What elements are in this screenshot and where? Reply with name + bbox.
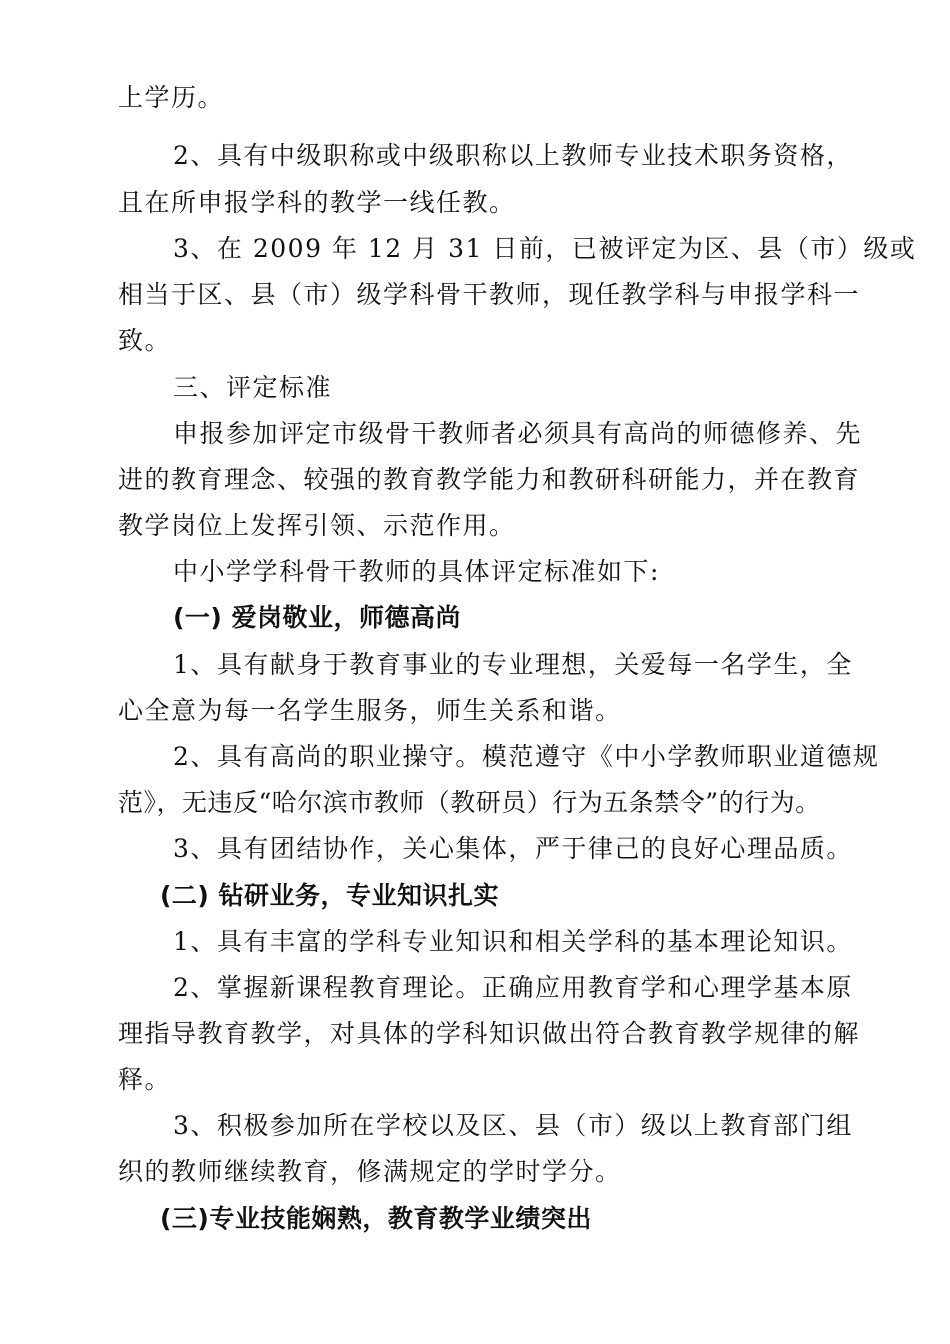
subsection-heading: (三)专业技能娴熟，教育教学业绩突出	[160, 1204, 592, 1233]
text-line: 相当于区、县（市）级学科骨干教师，现任教学科与申报学科一	[118, 280, 861, 309]
text-line: 教学岗位上发挥引领、示范作用。	[118, 511, 516, 540]
subsection-heading: (二) 钻研业务，专业知识扎实	[160, 881, 500, 910]
text-line: 2、具有中级职称或中级职称以上教师专业技术职务资格，	[173, 141, 853, 170]
text-line: 心全意为每一名学生服务，师生关系和谐。	[118, 696, 622, 725]
text-line: 致。	[118, 326, 172, 355]
text-line: 进的教育理念、较强的教育教学能力和教研科研能力，并在教育	[118, 465, 861, 494]
text-line: 2、具有高尚的职业操守。模范遵守《中小学教师职业道德规	[173, 742, 880, 771]
text-line: 3、在 2009 年 12 月 31 日前，已被评定为区、县（市）级或	[173, 234, 917, 263]
text-line: 1、具有丰富的学科专业知识和相关学科的基本理论知识。	[173, 927, 853, 956]
section-heading: 三、评定标准	[173, 373, 333, 402]
text-line: 3、积极参加所在学校以及区、县（市）级以上教育部门组	[173, 1111, 853, 1140]
text-line: 1、具有献身于教育事业的专业理想，关爱每一名学生，全	[173, 650, 853, 679]
text-line: 上学历。	[118, 83, 225, 112]
text-line: 中小学学科骨干教师的具体评定标准如下:	[173, 557, 660, 586]
text-line: 且在所申报学科的教学一线任教。	[118, 188, 516, 217]
text-line: 2、掌握新课程教育理论。正确应用教育学和心理学基本原	[173, 973, 853, 1002]
text-line: 释。	[118, 1065, 172, 1094]
text-line: 范》，无违反“哈尔滨市教师（教研员）行为五条禁令”的行为。	[118, 788, 821, 817]
subsection-heading: (一) 爱岗敬业，师德高尚	[173, 603, 462, 632]
text-line: 理指导教育教学，对具体的学科知识做出符合教育教学规律的解	[118, 1019, 861, 1048]
text-line: 申报参加评定市级骨干教师者必须具有高尚的师德修养、先	[173, 419, 863, 448]
text-line: 3、具有团结协作，关心集体，严于律己的良好心理品质。	[173, 834, 853, 863]
text-line: 织的教师继续教育，修满规定的学时学分。	[118, 1157, 622, 1186]
